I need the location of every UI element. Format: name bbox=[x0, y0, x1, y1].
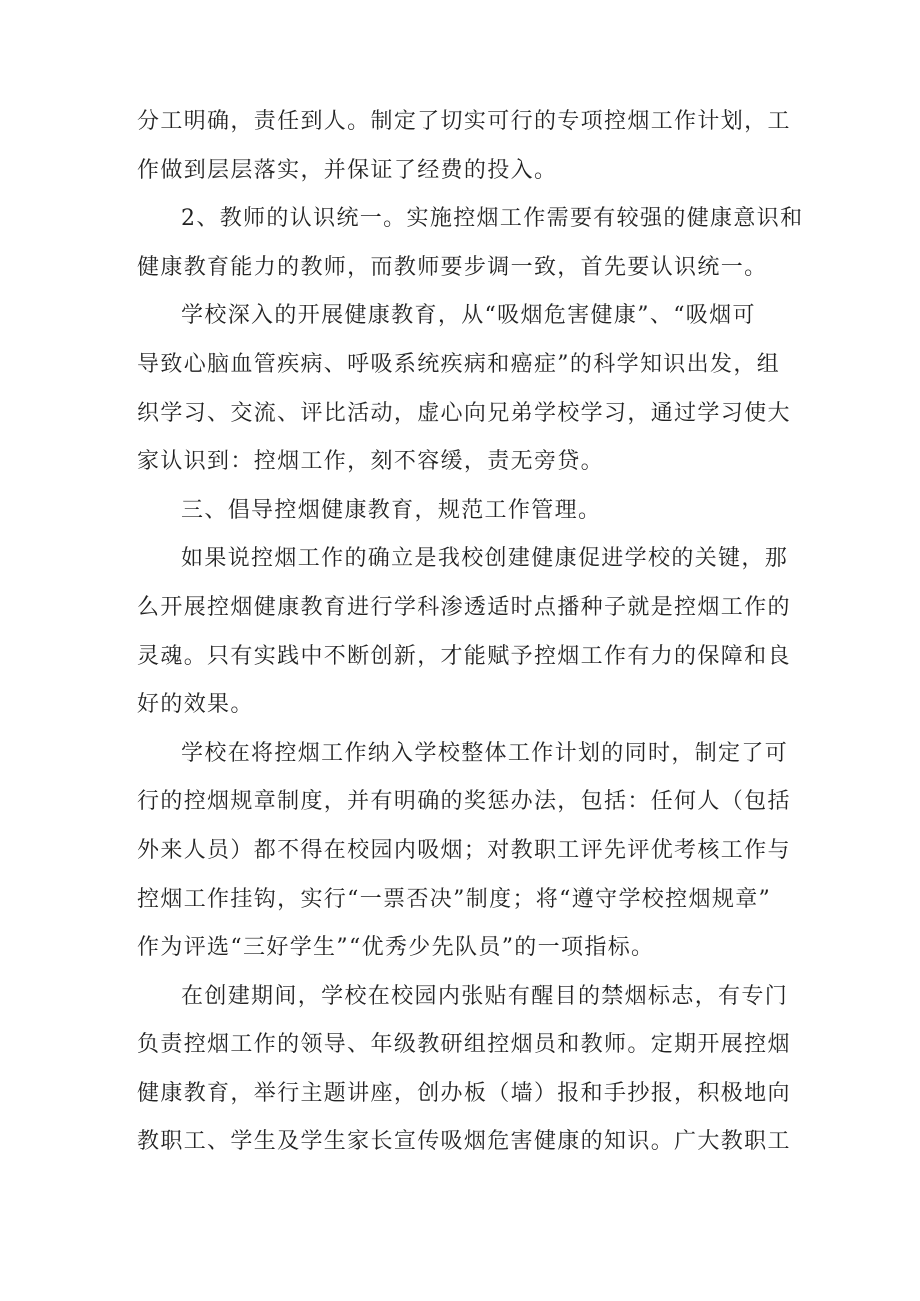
section-heading-line: 三、倡导控烟健康教育，规范工作管理。 bbox=[181, 497, 602, 523]
paragraph-7 bbox=[137, 973, 792, 1167]
paragraph-line: 健康教育，举行主题讲座，创办板（墙）报和手抄报，积极地向 bbox=[137, 1080, 791, 1106]
paragraph-line: 学校深入的开展健康教育，从“吸烟危害健康”、“吸烟可 bbox=[181, 303, 756, 329]
paragraph-line: 好的效果。 bbox=[137, 692, 254, 718]
paragraph-3 bbox=[137, 292, 792, 486]
section-heading-3 bbox=[137, 487, 792, 536]
paragraph-line: 行的控烟规章制度，并有明确的奖惩办法，包括：任何人（包括 bbox=[137, 789, 791, 815]
paragraph-line: 分工明确，责任到人。制定了切实可行的专项控烟工作计划，工 bbox=[137, 109, 791, 134]
paragraph-line: 织学习、交流、评比活动，虚心向兄弟学校学习，通过学习使大 bbox=[137, 400, 791, 426]
paragraph-6 bbox=[137, 730, 792, 973]
paragraph-line: 家认识到：控烟工作，刻不容缓，责无旁贷。 bbox=[137, 449, 605, 475]
paragraph-line: 负责控烟工作的领导、年级教研组控烟员和教师。定期开展控烟 bbox=[137, 1032, 791, 1058]
paragraph-line: 作做到层层落实，并保证了经费的投入。 bbox=[137, 157, 558, 183]
paragraph-line: 教职工、学生及学生家长宣传吸烟危害健康的知识。广大教职工 bbox=[137, 1129, 791, 1155]
paragraph-line: 么开展控烟健康教育进行学科渗透适时点播种子就是控烟工作的 bbox=[137, 594, 791, 620]
paragraph-line: 如果说控烟工作的确立是我校创建健康促进学校的关键，那 bbox=[181, 546, 789, 572]
paragraph-line: 学校在将控烟工作纳入学校整体工作计划的同时，制定了可 bbox=[181, 740, 789, 766]
paragraph-line: 导致心脑血管疾病、呼吸系统疾病和癌症”的科学知识出发，组 bbox=[137, 351, 781, 377]
paragraph-line: 2、教师的认识统一。实施控烟工作需要有较强的健康意识和 bbox=[181, 206, 804, 232]
paragraph-2 bbox=[137, 195, 804, 292]
paragraph-line: 作为评选“三好学生”“优秀少先队员”的一项指标。 bbox=[137, 935, 655, 961]
document-body bbox=[137, 98, 804, 1167]
paragraph-1 bbox=[137, 98, 792, 195]
paragraph-line: 外来人员）都不得在校园内吸烟；对教职工评先评优考核工作与 bbox=[137, 837, 791, 863]
paragraph-line: 健康教育能力的教师，而教师要步调一致，首先要认识统一。 bbox=[137, 254, 768, 280]
paragraph-line: 控烟工作挂钩，实行“一票否决”制度；将“遵守学校控烟规章” bbox=[137, 886, 772, 912]
paragraph-line: 灵魂。只有实践中不断创新，才能赋予控烟工作有力的保障和良 bbox=[137, 643, 791, 669]
paragraph-line: 在创建期间，学校在校园内张贴有醒目的禁烟标志，有专门 bbox=[181, 983, 789, 1009]
paragraph-5 bbox=[137, 535, 792, 729]
